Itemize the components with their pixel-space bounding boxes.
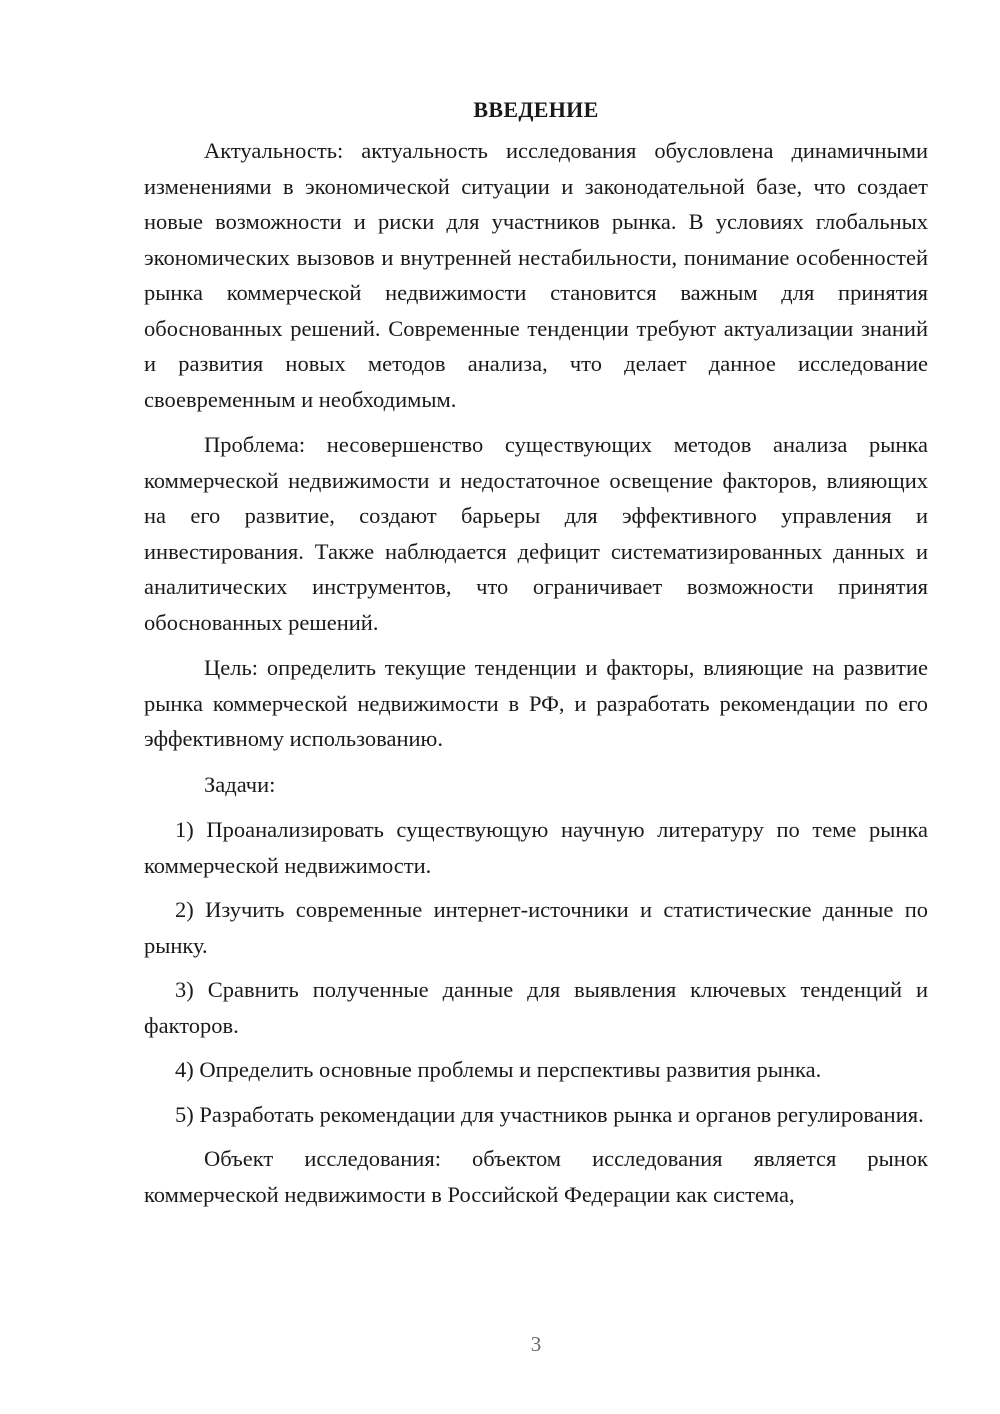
tasks-heading: Задачи: xyxy=(204,771,276,797)
task-item: 5) Разработать рекомендации для участников рынка и органов регулирования. xyxy=(175,1101,924,1127)
section-title: ВВЕДЕНИЕ xyxy=(473,97,599,122)
relevance-paragraph: Актуальность: актуальность исследования обусловлена динамичными изменениями в экономической ситуации и законодательной базе, что создает новые возможности и риски для участников рынка. В условиях глобальных экономических вызовов и внутренней нестабильности, понимание особенностей рынка коммерческой недвижимости становится важным для принятия обоснованных решений. Современные тенденции требуют актуализации знаний и развития новых методов анализа, что делает данное исследование своевременным и необходимым. xyxy=(144,138,928,412)
task-item: 2) Изучить современные интернет-источники и статистические данные по рынку. xyxy=(144,897,928,958)
problem-paragraph: Проблема: несовершенство существующих методов анализа рынка коммерческой недвижимости и недостаточное освещение факторов, влияющих на его развитие, создают барьеры для эффективного управления и инвестирования. Также наблюдается дефицит систематизированных данных и аналитических инструментов, что ограничивает возможности принятия обоснованных решений. xyxy=(144,432,928,635)
task-item: 1) Проанализировать существующую научную литературу по теме рынка коммерческой недвижимости. xyxy=(144,817,928,878)
task-item: 4) Определить основные проблемы и перспективы развития рынка. xyxy=(175,1057,822,1082)
object-paragraph: Объект исследования: объектом исследования является рынок коммерческой недвижимости в Российской Федерации как система, xyxy=(144,1146,928,1207)
goal-paragraph: Цель: определить текущие тенденции и факторы, влияющие на развитие рынка коммерческой недвижимости в РФ, и разработать рекомендации по его эффективному использованию. xyxy=(144,655,928,751)
document-page xyxy=(144,92,928,1222)
task-item: 3) Сравнить полученные данные для выявления ключевых тенденций и факторов. xyxy=(144,977,928,1038)
page-number: 3 xyxy=(530,1332,542,1356)
